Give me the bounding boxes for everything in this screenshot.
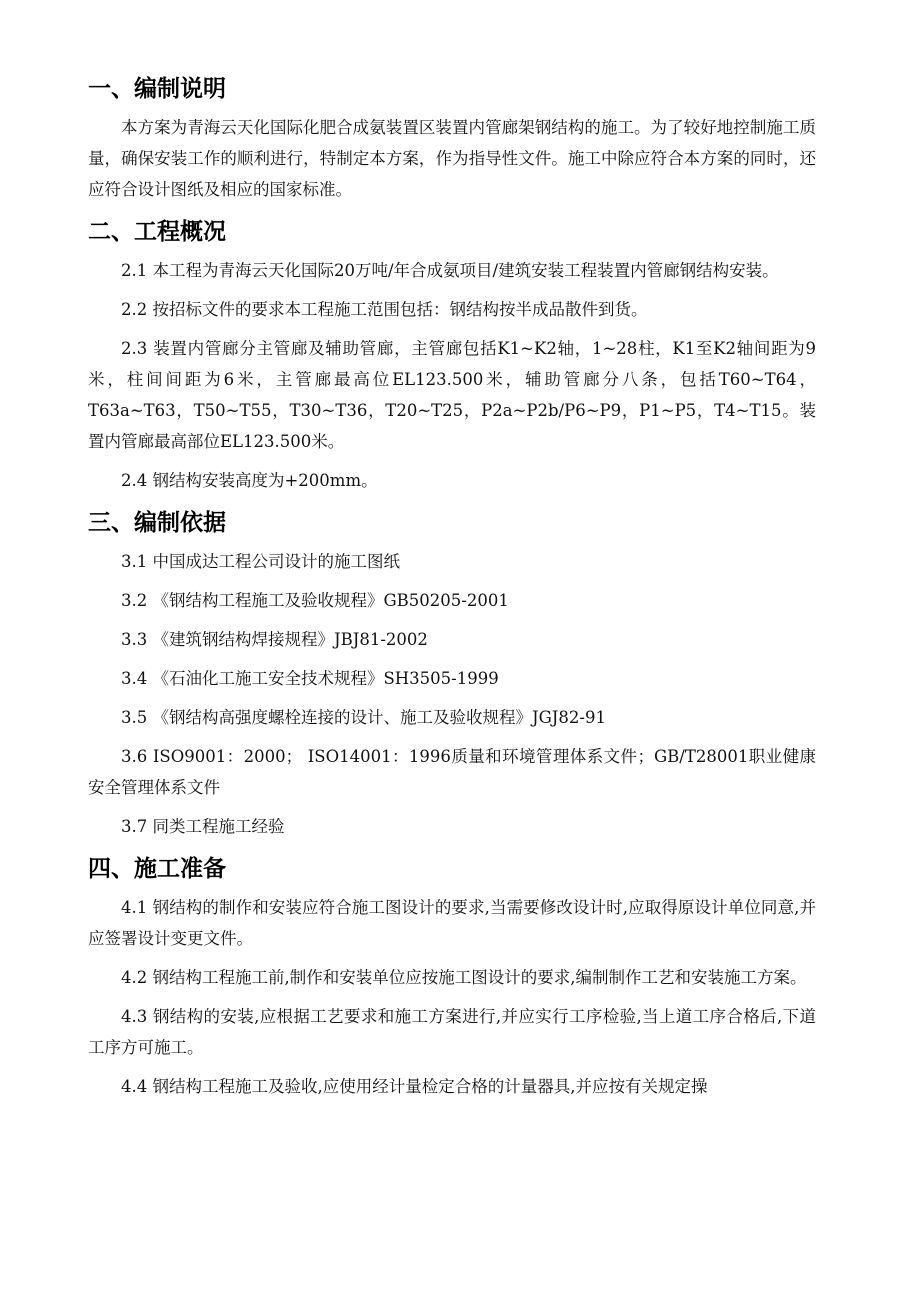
paragraph: 3.1 中国成达工程公司设计的施工图纸: [121, 552, 400, 571]
paragraph: 4.1 钢结构的制作和安装应符合施工图设计的要求,当需要修改设计时,应取得原设计单位同意,并应签署设计变更文件。: [88, 898, 816, 948]
document-body: [88, 70, 816, 1102]
paragraph: 3.2 《钢结构工程施工及验收规程》GB50205-2001: [121, 591, 509, 610]
paragraph: 4.2 钢结构工程施工前,制作和安装单位应按施工图设计的要求,编制制作工艺和安装施工方案。: [121, 968, 807, 987]
paragraph: 4.3 钢结构的安装,应根据工艺要求和施工方案进行,并应实行工序检验,当上道工序合格后,下道工序方可施工。: [88, 1007, 816, 1057]
section-project-overview: [88, 213, 816, 496]
paragraph: 3.4 《石油化工施工安全技术规程》SH3505-1999: [121, 669, 499, 688]
section-construction-preparation: [88, 850, 816, 1102]
paragraph: 3.7 同类工程施工经验: [121, 817, 285, 836]
paragraph: 2.4 钢结构安装高度为+200mm。: [121, 471, 378, 490]
paragraph: 3.5 《钢结构高强度螺栓连接的设计、施工及验收规程》JGJ82-91: [121, 708, 606, 727]
paragraph: 2.1 本工程为青海云天化国际20万吨/年合成氨项目/建筑安装工程装置内管廊钢结构安装。: [121, 261, 779, 280]
section-heading: 二、工程概况: [88, 219, 226, 245]
section-basis: [88, 504, 816, 842]
paragraph: 3.3 《建筑钢结构焊接规程》JBJ81-2002: [121, 630, 428, 649]
section-heading: 四、施工准备: [88, 856, 226, 882]
section-heading: 三、编制依据: [88, 510, 226, 536]
paragraph: 4.4 钢结构工程施工及验收,应使用经计量检定合格的计量器具,并应按有关规定操: [121, 1077, 708, 1096]
paragraph: 3.6 ISO9001：2000； ISO14001：1996质量和环境管理体系文件；GB/T28001职业健康安全管理体系文件: [88, 747, 816, 797]
paragraph: 2.2 按招标文件的要求本工程施工范围包括：钢结构按半成品散件到货。: [121, 300, 648, 319]
section-heading: 一、编制说明: [88, 76, 226, 102]
section-preparation-notes: [88, 70, 816, 205]
paragraph: 本方案为青海云天化国际化肥合成氨装置区装置内管廊架钢结构的施工。为了较好地控制施工质量，确保安装工作的顺利进行，特制定本方案，作为指导性文件。施工中除应符合本方案的同时，还应符合设计图纸及相应的国家标准。: [88, 118, 816, 199]
paragraph: 2.3 装置内管廊分主管廊及辅助管廊，主管廊包括K1~K2轴，1~28柱，K1至K2轴间距为9米，柱间间距为6米，主管廊最高位EL123.500米，辅助管廊分八条，包括T60~T64，T63a~T63，T50~T55，T30~T36，T20~T25，P2a~P2b/P6~P9，P1~P5，T4~T15。装置内管廊最高部位EL123.500米。: [88, 339, 816, 451]
